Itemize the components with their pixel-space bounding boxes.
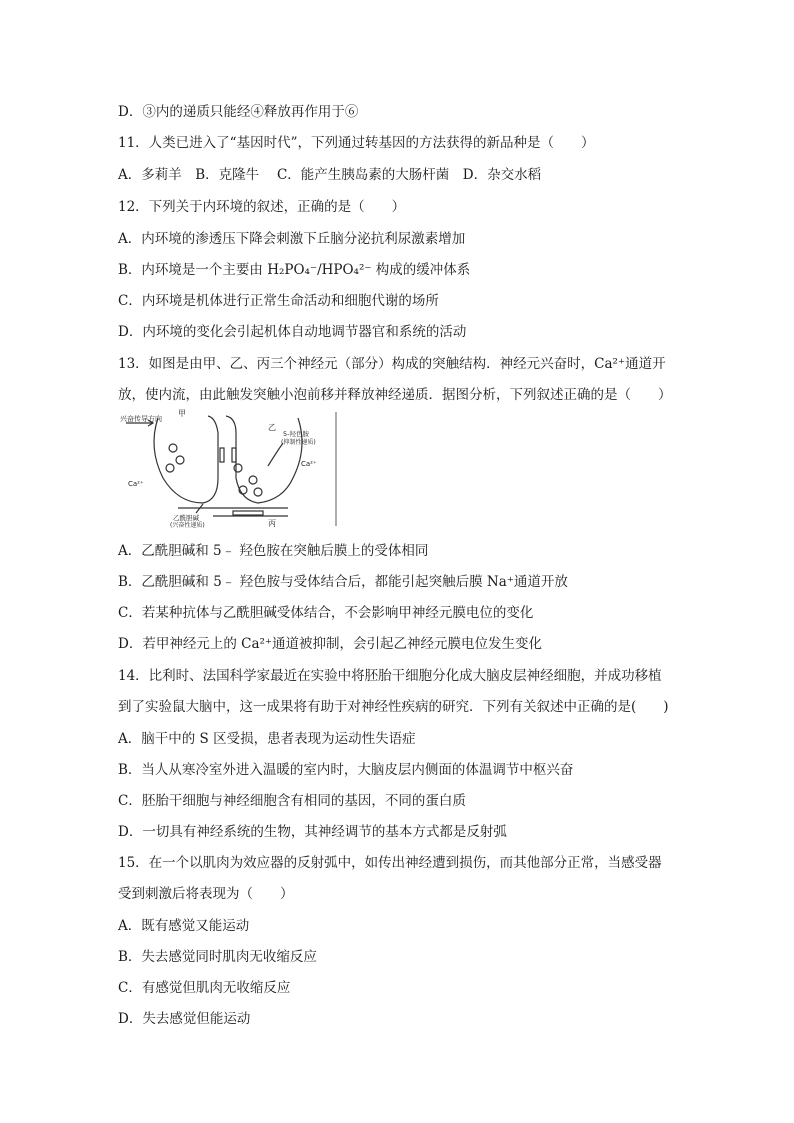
question-15-option-a: A．既有感觉又能运动 xyxy=(118,918,250,934)
question-15-option-b: B．失去感觉同时肌肉无收缩反应 xyxy=(118,949,317,965)
label-jia: 甲 xyxy=(178,409,186,418)
question-14-option-d: D．一切具有神经系统的生物，其神经调节的基本方式都是反射弧 xyxy=(118,824,507,840)
question-13-option-d: D．若甲神经元上的 Ca²⁺通道被抑制，会引起乙神经元膜电位发生变化 xyxy=(118,636,543,652)
question-14-continued: 到了实验鼠大脑中，这一成果将有助于对神经性疾病的研究．下列有关叙述中正确的是( ) xyxy=(118,699,669,715)
question-14-option-b: B．当人从寒冷室外进入温暖的室内时，大脑皮层内侧面的体温调节中枢兴奋 xyxy=(118,762,574,778)
question-12: 12．下列关于内环境的叙述，正确的是（ ） xyxy=(118,199,406,215)
label-yi: 乙 xyxy=(268,423,276,432)
question-12-option-b: B．内环境是一个主要由 H₂PO₄⁻/HPO₄²⁻ 构成的缓冲体系 xyxy=(118,262,471,278)
question-11: 11．人类已进入了“基因时代”，下列通过转基因的方法获得的新品种是（ ） xyxy=(118,135,595,151)
question-15-continued: 受到刺激后将表现为（ ） xyxy=(118,886,294,902)
question-12-option-c: C．内环境是机体进行正常生命活动和细胞代谢的场所 xyxy=(118,293,439,309)
question-15-option-c: C．有感觉但肌肉无收缩反应 xyxy=(118,980,291,996)
question-15: 15．在一个以肌肉为效应器的反射弧中，如传出神经遭到损伤，而其他部分正常，当感受器 xyxy=(118,855,662,871)
label-serotonin: 5-羟色胺 xyxy=(283,430,309,438)
question-12-option-a: A．内环境的渗透压下降会刺激下丘脑分泌抗利尿激素增加 xyxy=(118,231,466,247)
text-line: D．③内的递质只能经④释放再作用于⑥ xyxy=(118,104,359,120)
question-13-option-c: C．若某种抗体与乙酰胆碱受体结合，不会影响甲神经元膜电位的变化 xyxy=(118,605,534,621)
question-13-option-b: B．乙酰胆碱和 5﹣ 羟色胺与受体结合后，都能引起突触后膜 Na⁺通道开放 xyxy=(118,574,568,590)
label-ach: 乙酰胆碱 xyxy=(173,514,199,522)
question-12-option-d: D．内环境的变化会引起机体自动地调节器官和系统的活动 xyxy=(118,324,467,340)
label-bing: 丙 xyxy=(268,519,276,528)
label-ca-right: Ca²⁺ xyxy=(301,460,317,468)
question-14-option-a: A．脑干中的 S 区受损，患者表现为运动性失语症 xyxy=(118,731,416,747)
question-14: 14．比利时、法国科学家最近在实验中将胚胎干细胞分化成大脑皮层神经细胞，并成功移植 xyxy=(118,668,662,684)
label-ach-note: (兴奋性递质) xyxy=(170,522,205,528)
question-13-continued: 放，使内流，由此触发突触小泡前移并释放神经递质．据图分析，下列叙述正确的是（ ） xyxy=(118,387,672,403)
question-11-options: A．多莉羊 B．克隆牛 C．能产生胰岛素的大肠杆菌 D．杂交水稻 xyxy=(118,167,542,183)
synapse-diagram xyxy=(118,408,338,528)
label-serotonin-note: (抑制性递质) xyxy=(281,439,316,446)
question-15-option-d: D．失去感觉但能运动 xyxy=(118,1011,251,1027)
question-13-option-a: A．乙酰胆碱和 5﹣ 羟色胺在突触后膜上的受体相同 xyxy=(118,543,429,559)
direction-label: 兴奋传导方向 xyxy=(120,415,162,423)
label-ca-left: Ca²⁺ xyxy=(128,480,144,488)
question-13: 13．如图是由甲、乙、丙三个神经元（部分）构成的突触结构．神经元兴奋时，Ca²⁺通道开 xyxy=(118,356,666,372)
question-14-option-c: C．胚胎干细胞与神经细胞含有相同的基因，不同的蛋白质 xyxy=(118,793,466,809)
